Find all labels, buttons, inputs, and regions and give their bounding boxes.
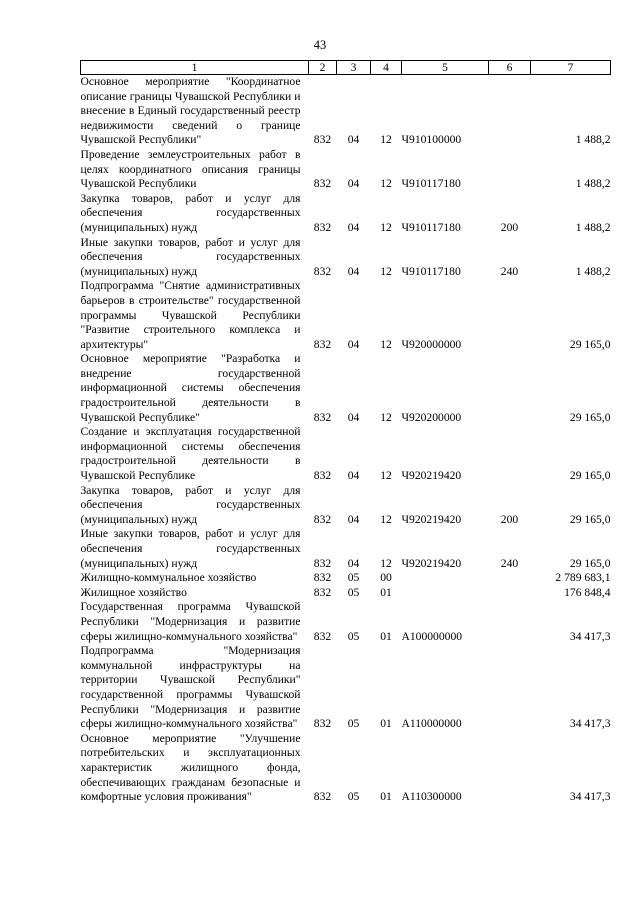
section-code: 04 [347,469,360,483]
expense-group-code [489,644,531,732]
column-header: 1 [81,61,309,75]
target-article-code: Ч920200000 [401,410,462,424]
target-article-code: Ч920219420 [401,469,462,483]
section-code: 04 [347,337,360,351]
admin-code: 832 [313,717,332,731]
row-name: Закупка товаров, работ и услуг для обеспечения государственных (муниципальных) нужд [80,191,301,234]
column-number-row [81,61,611,75]
section-code: 05 [347,629,360,643]
column-header: 4 [371,61,402,75]
subsection-code: 12 [380,469,392,483]
expense-group-code: 200 [500,220,519,234]
subsection-code: 12 [380,556,392,570]
row-name: Жилищное хозяйство [80,585,187,599]
subsection-code: 12 [380,264,392,278]
admin-code: 832 [313,337,332,351]
row-name: Иные закупки товаров, работ и услуг для обеспечения государственных (муниципальных) нужд [80,527,301,570]
section-code: 04 [347,264,360,278]
admin-code: 832 [313,469,332,483]
row-name: Основное мероприятие "Улучшение потребительских и эксплуатационных характеристик жилищного фонда, обеспечивающих гражданам безопасные и комфортные условия проживания" [80,731,301,804]
table-row [81,236,611,280]
amount: 176 848,4 [564,585,611,599]
target-article-code: Ч910117180 [401,264,461,278]
section-code: 04 [347,410,360,424]
table-row [81,586,611,601]
section-code: 04 [347,512,360,526]
amount: 1 488,2 [575,264,611,278]
admin-code: 832 [313,264,332,278]
admin-code: 832 [313,133,332,147]
amount: 29 165,0 [569,469,611,483]
admin-code: 832 [313,512,332,526]
expense-group-code: 240 [500,556,519,570]
table-row [81,425,611,483]
row-name: Основное мероприятие "Координатное описание границы Чувашской Республики и внесение в Единый государственный реестр недвижимости сведений о границе Чувашской Республики" [80,75,301,147]
table-row [81,75,611,148]
section-code: 04 [347,556,360,570]
budget-table [80,60,611,805]
section-code: 05 [347,717,360,731]
section-code: 05 [347,790,360,804]
row-name: Создание и эксплуатация государственной информационной системы обеспечения градостроительной деятельности в Чувашской Республике [80,425,301,483]
amount: 1 488,2 [575,177,611,191]
admin-code: 832 [313,790,332,804]
column-header: 3 [337,61,371,75]
row-name: Жилищно-коммунальное хозяйство [80,571,257,585]
subsection-code: 01 [380,717,392,731]
admin-code: 832 [313,629,332,643]
expense-group-code [489,425,531,483]
amount: 29 165,0 [569,556,611,570]
target-article-code: Ч920219420 [401,556,462,570]
expense-group-code [489,600,531,644]
amount: 29 165,0 [569,512,611,526]
expense-group-code: 200 [500,512,519,526]
column-header: 7 [531,61,611,75]
subsection-code: 12 [380,410,392,424]
table-row [81,600,611,644]
row-name: Иные закупки товаров, работ и услуг для обеспечения государственных (муниципальных) нужд [80,235,301,278]
expense-group-code [489,352,531,425]
table-row [81,279,611,352]
admin-code: 832 [313,177,332,191]
target-article-code: А110300000 [401,790,462,804]
target-article-code: Ч910117180 [401,220,461,234]
section-code: 04 [347,133,360,147]
row-name: Государственная программа Чувашской Республики "Модернизация и развитие сферы жилищно-коммунального хозяйства" [80,600,301,643]
amount: 34 417,3 [569,629,611,643]
subsection-code: 12 [380,512,392,526]
target-article-code [402,586,489,601]
subsection-code: 01 [380,629,392,643]
column-header: 5 [402,61,489,75]
row-name: Закупка товаров, работ и услуг для обеспечения государственных (муниципальных) нужд [80,483,301,526]
row-name: Подпрограмма "Модернизация коммунальной инфраструктуры на территории Чувашской Республики" государственной программы Чувашской Республики "Модернизация и развитие сферы жилищно-коммунального хозяйства" [80,644,301,731]
expense-group-code [489,571,531,586]
target-article-code: А110000000 [401,717,462,731]
target-article-code: Ч920219420 [401,512,462,526]
subsection-code: 12 [380,133,392,147]
section-code: 05 [347,571,360,585]
target-article-code: Ч920000000 [401,337,462,351]
table-row [81,571,611,586]
admin-code: 832 [313,585,332,599]
table-row [81,192,611,236]
table-row [81,732,611,805]
subsection-code: 01 [380,790,392,804]
expense-group-code [489,148,531,192]
subsection-code: 01 [380,585,392,599]
admin-code: 832 [313,556,332,570]
row-name: Основное мероприятие "Разработка и внедрение государственной информационной системы обеспечения градостроительной деятельности в Чувашской Республике" [80,352,301,424]
amount: 2 789 683,1 [555,571,611,585]
column-header: 2 [309,61,337,75]
section-code: 04 [347,177,360,191]
column-header: 6 [489,61,531,75]
amount: 29 165,0 [569,337,611,351]
expense-group-code [489,586,531,601]
table-row [81,527,611,571]
admin-code: 832 [313,410,332,424]
table-row [81,644,611,732]
subsection-code: 00 [380,571,392,585]
amount: 29 165,0 [569,410,611,424]
table-row [81,484,611,528]
expense-group-code: 240 [500,264,519,278]
target-article-code [402,571,489,586]
target-article-code: Ч910100000 [401,133,462,147]
table-row [81,352,611,425]
amount: 1 488,2 [575,220,611,234]
subsection-code: 12 [380,177,392,191]
target-article-code: А100000000 [401,629,463,643]
page-number: 43 [313,38,327,52]
subsection-code: 12 [380,220,392,234]
row-name: Подпрограмма "Снятие административных барьеров в строительстве" государственной программы Чувашской Республики "Развитие строительного комплекса и архитектуры" [80,279,301,351]
amount: 1 488,2 [575,133,611,147]
expense-group-code [489,732,531,805]
row-name: Проведение землеустроительных работ в целях координатного описания границы Чувашской Республики [80,147,301,191]
admin-code: 832 [313,571,332,585]
table-row [81,148,611,192]
target-article-code: Ч910117180 [401,177,461,191]
amount: 34 417,3 [569,717,611,731]
section-code: 04 [347,220,360,234]
amount: 34 417,3 [569,790,611,804]
expense-group-code [489,279,531,352]
admin-code: 832 [313,220,332,234]
subsection-code: 12 [380,337,392,351]
section-code: 05 [347,585,360,599]
expense-group-code [489,75,531,148]
